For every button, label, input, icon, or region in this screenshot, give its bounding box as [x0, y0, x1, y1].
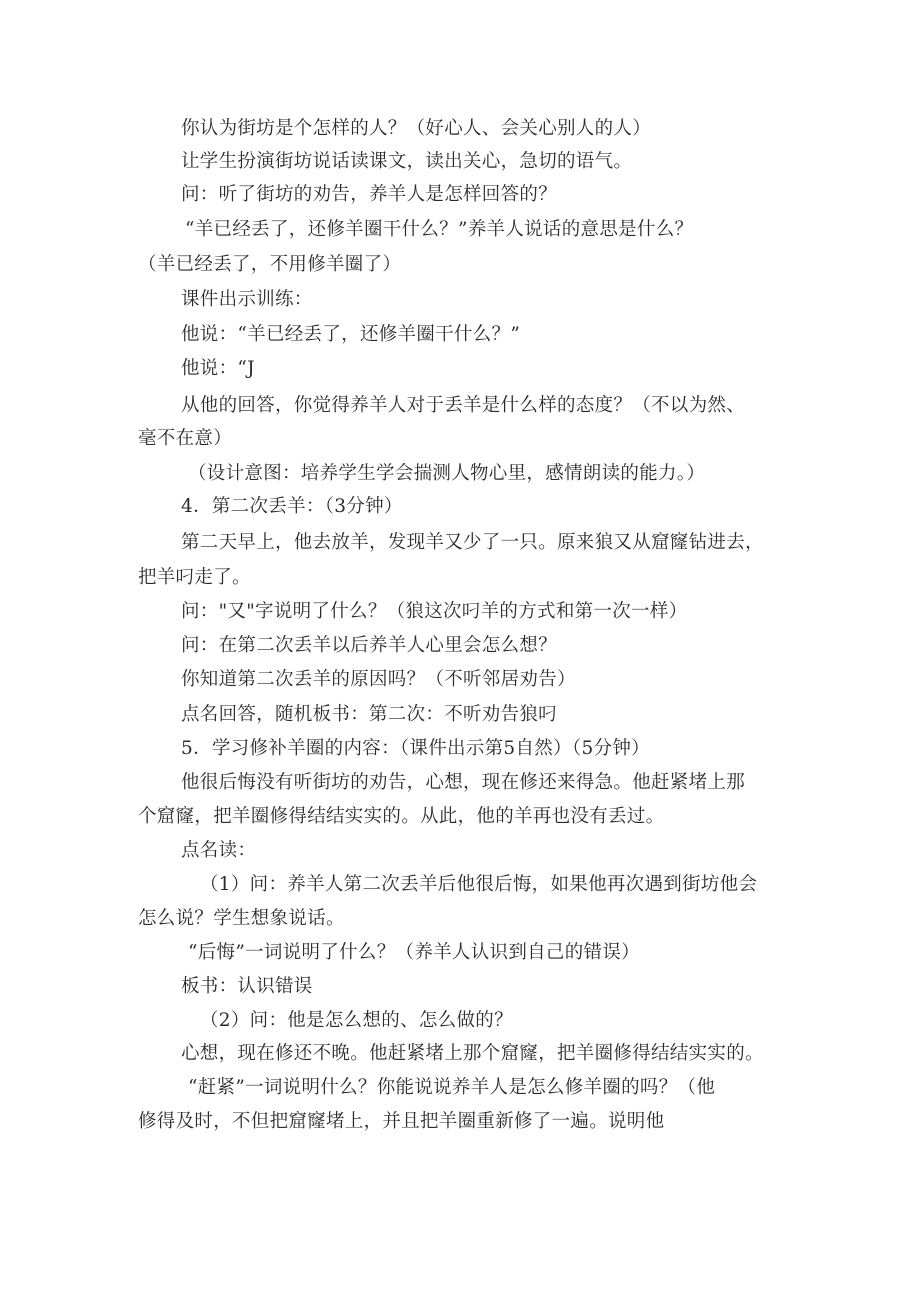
text-line-3: 问：听了街坊的劝告，养羊人是怎样回答的？ [181, 184, 558, 205]
text-line-5: （羊已经丢了，不用修羊圈了） [138, 254, 402, 275]
text-line-24: 怎么说？学生想象说话。 [138, 908, 345, 929]
text-line-10: 毫不在意） [138, 428, 233, 449]
text-line-9: 从他的回答，你觉得养羊人对于丢羊是什么样的态度？（不以为然、 [181, 395, 746, 416]
text-line-13: 第二天早上，他去放羊，发现羊又少了一只。原来狼又从窟窿钻进去， [181, 532, 764, 553]
text-line-21: 个窟窿，把羊圈修得结结实实的。从此，他的羊再也没有丢过。 [138, 806, 665, 827]
text-line-15: 问："又"字说明了什么？（狼这次叼羊的方式和第一次一样） [181, 601, 688, 622]
text-line-1: 你认为街坊是个怎样的人？（好心人、会关心别人的人） [181, 118, 652, 139]
text-line-25: “后悔”一词说明了什么？（养羊人认识到自己的错误） [188, 942, 640, 963]
text-line-2: 让学生扮演街坊说话读课文，读出关心，急切的语气。 [181, 151, 633, 172]
text-line-7: 他说：“羊已经丢了，还修羊圈干什么？” [181, 324, 521, 345]
text-line-4: “羊已经丢了，还修羊圈干什么？”养羊人说话的意思是什么？ [185, 219, 694, 240]
text-line-22: 点名读： [181, 840, 257, 861]
text-line-14: 把羊叼走了。 [138, 567, 251, 588]
text-line-8: 他说：“J [181, 358, 255, 379]
text-line-26: 板书：认识错误 [181, 976, 313, 997]
text-line-27: （2）问：他是怎么想的、怎么做的？ [200, 1010, 513, 1031]
section-heading-4: 4．第二次丢羊：（3分钟） [181, 496, 403, 517]
text-line-17: 你知道第二次丢羊的原因吗？（不听邻居劝告） [181, 669, 576, 690]
text-line-28: 心想，现在修还不晚。他赶紧堵上那个窟窿，把羊圈修得结结实实的。 [181, 1043, 764, 1064]
text-line-29: “赶紧”一词说明什么？你能说说养羊人是怎么修羊圈的吗？（他 [188, 1077, 716, 1098]
text-line-30: 修得及时，不但把窟窿堵上，并且把羊圈重新修了一遍。说明他 [138, 1111, 665, 1132]
text-line-6: 课件出示训练： [181, 289, 313, 310]
text-line-16: 问：在第二次丢羊以后养羊人心里会怎么想？ [181, 635, 558, 656]
text-line-20: 他很后悔没有听街坊的劝告，心想，现在修还来得急。他赶紧堵上那 [181, 772, 746, 793]
text-line-11: （设计意图：培养学生学会揣测人物心里，感情朗读的能力。） [188, 463, 706, 484]
section-heading-5: 5．学习修补羊圈的内容：（课件出示第5自然）（5分钟） [181, 738, 650, 759]
text-line-23: （1）问：养羊人第二次丢羊后他很后悔，如果他再次遇到街坊他会 [200, 874, 758, 895]
text-line-18: 点名回答，随机板书：第二次：不听劝告狼叼 [181, 704, 558, 725]
